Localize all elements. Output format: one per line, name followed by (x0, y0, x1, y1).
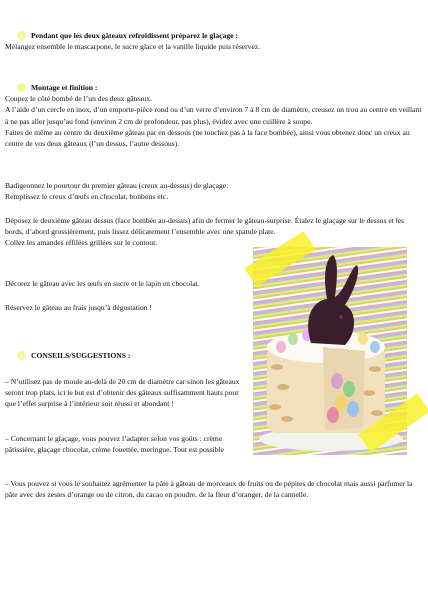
paragraph-group (5, 215, 423, 249)
section-montage (5, 82, 423, 149)
paragraph: Coupez le côté bombé de l’un des deux gâteaux. (5, 94, 152, 104)
bullet-icon (17, 351, 26, 360)
bullet-icon (17, 31, 26, 40)
paragraph: Décorez le gâteau avec les œufs en sucre et le lapin en chocolat. (5, 279, 200, 288)
paragraph: Collez les amandes effilées grillées sur le contour. (5, 238, 158, 248)
paragraph: Déposez le deuxième gâteau dessus (face bombée au-dessus) afin de fermer le gâteau-surprise. Étalez le glaçage sur le dessus et les bords, d’abord grossièrement, puis lissez délicatement l’ensemble avec une spatule plate. (5, 216, 405, 237)
paragraph-group (5, 478, 423, 500)
paragraph: A l’aide d’un cercle en inox, d’un emporte-pièce rond ou d’un verre d’environ 7 à 8 cm de diamètre, creusez un trou au centre en veillant à ne pas aller jusqu’au fond (environ 2 cm de profondeur, pas plus), évidez avec une cuillère à soupe. (5, 105, 422, 126)
paragraph: – N’utilisez pas de moule au-delà de 20 cm de diamètre car sinon les gâteaux seront trop plats, ici le but est d’obtenir des gâteaux suffisamment hauts pour que l’effet surprise à l’intérieur soit réussi et abondant ! (5, 377, 240, 409)
section-heading (5, 82, 423, 93)
bullet-icon (17, 83, 26, 92)
paragraph: Badigeonnez le pourtour du premier gâteau (creux au-dessus) de glaçage. (5, 181, 229, 190)
paragraph-group (5, 180, 423, 202)
heading-text: Montage et finition : (31, 83, 98, 92)
paragraph: Réservez le gâteau au frais jusqu’à dégustation ! (5, 303, 152, 312)
paragraph: Faites de même au centre du deuxième gâteau par en dessous (ne touchez pas à la face bombée), ainsi vous obtenez donc un creux au centre de vos deux gâteaux (l’un dessus, l’autre dessous). (5, 127, 410, 149)
paragraph: Remplissez le creux d’œufs en chocolat, bonbons etc. (5, 192, 169, 202)
paragraph: – Vous pouvez si vous le souhaitez agrémenter la pâte à gâteau de morceaux de fruits ou de pépites de chocolat mais aussi parfumer la pâte avec des zestes d’orange ou de citron, du cacao en poudre, de la fleur d’oranger, de la cannelle. (5, 479, 413, 500)
section-glacage (5, 30, 423, 52)
paragraph: Mélangez ensemble le mascarpone, le sucre glace et la vanille liquide puis réservez. (5, 42, 261, 52)
heading-text: Pendant que les deux gâteaux refroidissent préparez le glaçage : (31, 31, 238, 40)
paragraph-group (5, 376, 245, 410)
section-heading (5, 30, 423, 41)
heading-text: CONSEILS/SUGGESTIONS : (31, 351, 131, 360)
paragraph: – Concernant le glaçage, vous pouvez l’adapter selon vos goûts : crème pâtissière, glaçage chocolat, crème fouettée, meringue. Tout est possible (5, 434, 225, 455)
